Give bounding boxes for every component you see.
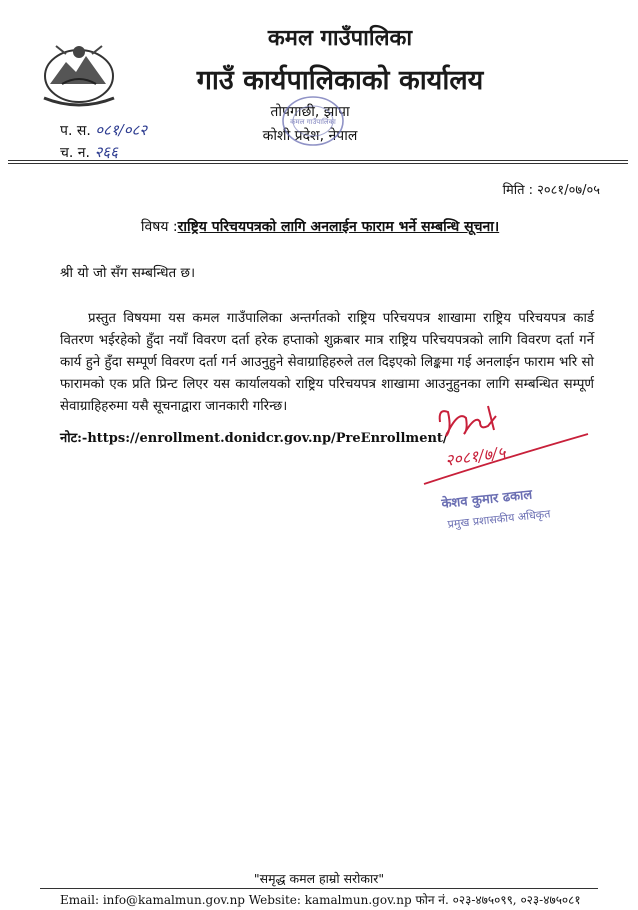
subject-text: राष्ट्रिय परिचयपत्रको लागि अनलाईन फाराम भर्ने सम्बन्धि सूचना। [177, 219, 500, 235]
office-name: कमल गाउँपालिका [267, 26, 413, 51]
salutation: श्री यो जो सँग सम्बन्धित छ। [60, 265, 196, 281]
seal-text: कमल गाउँपालिका [290, 118, 336, 126]
office-seal-stamp [268, 92, 358, 150]
signature-block [418, 400, 598, 540]
office-title: गाउँ कार्यपालिकाको कार्यालय [196, 65, 484, 96]
signer-name: केशव कुमार ढकाल [440, 487, 533, 512]
signature-date: २०८१/७/५ [443, 442, 507, 470]
footer-motto: "समृद्ध कमल हाम्रो सरोकार" [253, 871, 385, 886]
chalani-value: २६६ [94, 143, 118, 161]
nepal-emblem-icon [36, 38, 122, 110]
office-province: कोशी प्रदेश, नेपाल [262, 128, 358, 144]
body-paragraph: प्रस्तुत विषयमा यस कमल गाउँपालिका अन्तर्गतको राष्ट्रिय परिचयपत्र शाखामा राष्ट्रिय परिचयपत्र कार्ड वितरण भईरहेको हुँदा नयाँ विवरण दर्ता हरेक हप्ताको शुक्रबार मात्र राष्ट्रिय परिचयपत्रको लागि विवरण दर्ता गर्ने कार्य हुने हुँदा सम्पूर्ण विवरण दर्ता गर्न आउनुहुने सेवाग्राहिहरुले तल दिइएको लिङ्कमा गई अनलाईन फाराम भरि सो फारामको एक प्रति प्रिन्ट लिएर यस कार्यालयको राष्ट्रिय परिचयपत्र शाखामा आउनुहुनका लागि सम्बन्धित सम्पूर्ण सेवाग्राहिहरुमा यसै सूचनाद्वारा जानकारी गरिन्छ। [60, 311, 594, 414]
date-line: मिति : २०८१/०७/०५ [502, 183, 600, 198]
signer-designation: प्रमुख प्रशासकीय अधिकृत [446, 507, 552, 531]
reference-patra [60, 120, 147, 140]
reference-chalani [60, 142, 118, 162]
office-place: तोपगाछी, झापा [270, 104, 350, 120]
patra-value: ०८१/०८२ [95, 121, 148, 139]
note-link: नोट:-https://enrollment.donidcr.gov.np/PreEnrollment/ [60, 431, 448, 446]
header-divider [8, 160, 628, 164]
chalani-label: च. न. [60, 145, 91, 161]
footer-divider [40, 888, 598, 889]
footer-contact: Email: info@kamalmun.gov.np Website: kamalmun.gov.np फोन नं. ०२३-४७५०९९, ०२३-४७५०८१ [60, 893, 581, 907]
subject-line [60, 217, 580, 236]
subject-label: विषय : [140, 219, 178, 235]
patra-label: प. स. [60, 123, 91, 139]
